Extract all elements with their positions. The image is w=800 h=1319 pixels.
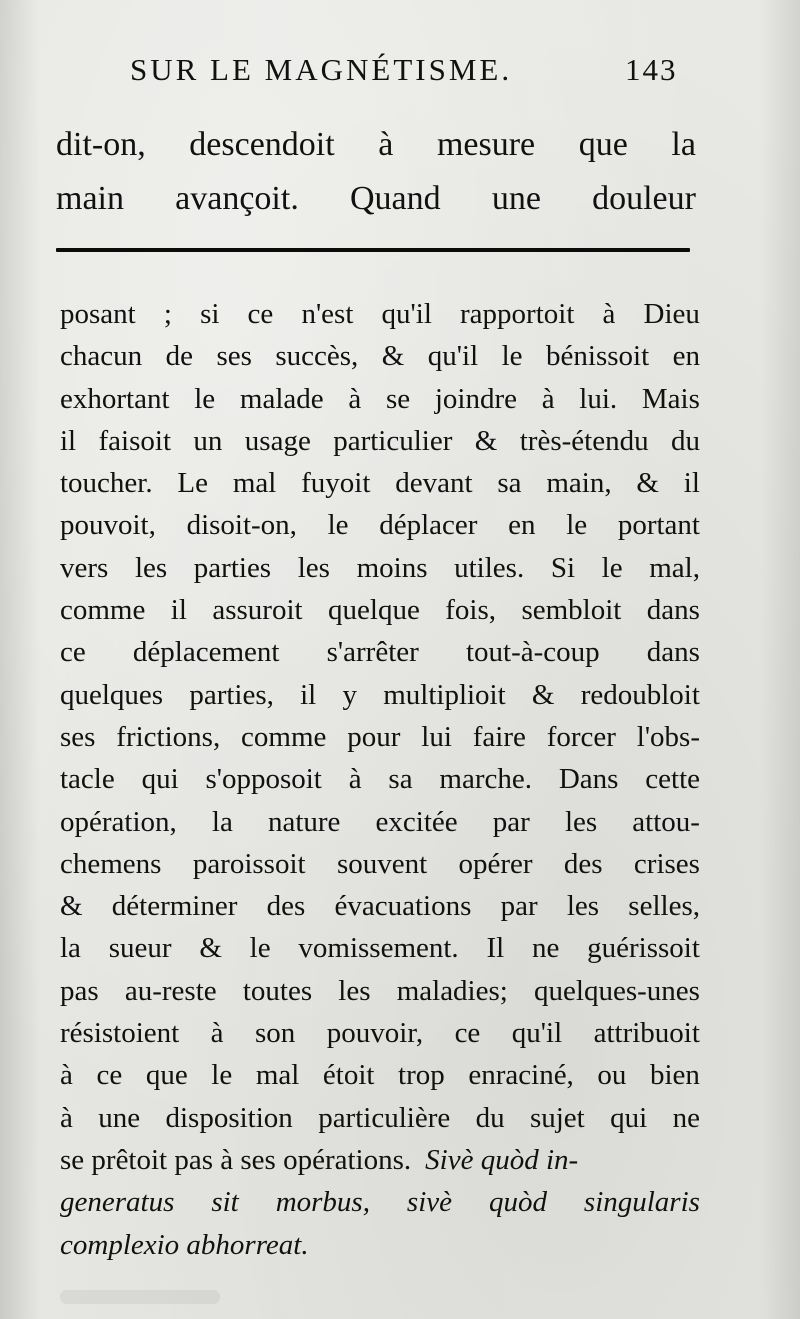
text-line: pouvoit, disoit-on, le déplacer en le portant <box>60 509 700 542</box>
page-header <box>0 52 800 102</box>
text-line <box>60 1139 700 1181</box>
latin-quote-start: Sivè quòd in- <box>425 1143 579 1176</box>
text-line: toucher. Le mal fuyoit devant sa main, & il <box>60 467 700 500</box>
text-line: pas au-reste toutes les maladies; quelques-unes <box>60 974 700 1007</box>
text-line: exhortant le malade à se joindre à lui. Mais <box>60 382 700 415</box>
text-line: vers les parties les moins utiles. Si le mal, <box>60 551 700 584</box>
body-text <box>60 293 700 1266</box>
section-rule <box>56 248 690 252</box>
text-line: à une disposition particulière du sujet qui ne <box>60 1101 700 1134</box>
continuation-text <box>56 118 696 226</box>
text-line: à ce que le mal étoit trop enraciné, ou bien <box>60 1059 700 1092</box>
text-line: tacle qui s'opposoit à sa marche. Dans cette <box>60 763 700 796</box>
text-line: chemens paroissoit souvent opérer des crises <box>60 847 700 880</box>
page-smudge <box>60 1290 220 1304</box>
text-line: comme il assuroit quelque fois, sembloit dans <box>60 594 700 627</box>
text-line-roman: se prêtoit pas à ses opérations. <box>60 1143 412 1176</box>
continuation-line: dit-on, descendoit à mesure que la <box>56 126 696 163</box>
text-line: & déterminer des évacuations par les selles, <box>60 890 700 923</box>
latin-quote-line: complexio abhorreat. <box>60 1228 309 1261</box>
continuation-line: main avançoit. Quand une douleur <box>56 180 696 217</box>
text-line: opération, la nature excitée par les attou- <box>60 805 700 838</box>
text-line: ses frictions, comme pour lui faire forcer l'obs- <box>60 720 700 753</box>
page-number: 143 <box>625 52 678 87</box>
text-line: quelques parties, il y multiplioit & redoubloit <box>60 678 700 711</box>
latin-quote-line: generatus sit morbus, sivè quòd singularis <box>60 1186 700 1219</box>
text-line: la sueur & le vomissement. Il ne guérissoit <box>60 932 700 965</box>
running-head: SUR LE MAGNÉTISME. <box>130 52 513 87</box>
text-line: résistoient à son pouvoir, ce qu'il attribuoit <box>60 1017 700 1050</box>
text-line: chacun de ses succès, & qu'il le bénissoit en <box>60 340 700 373</box>
text-line: ce déplacement s'arrêter tout-à-coup dans <box>60 636 700 669</box>
text-line: posant ; si ce n'est qu'il rapportoit à Dieu <box>60 298 700 330</box>
text-line: il faisoit un usage particulier & très-étendu du <box>60 424 700 457</box>
